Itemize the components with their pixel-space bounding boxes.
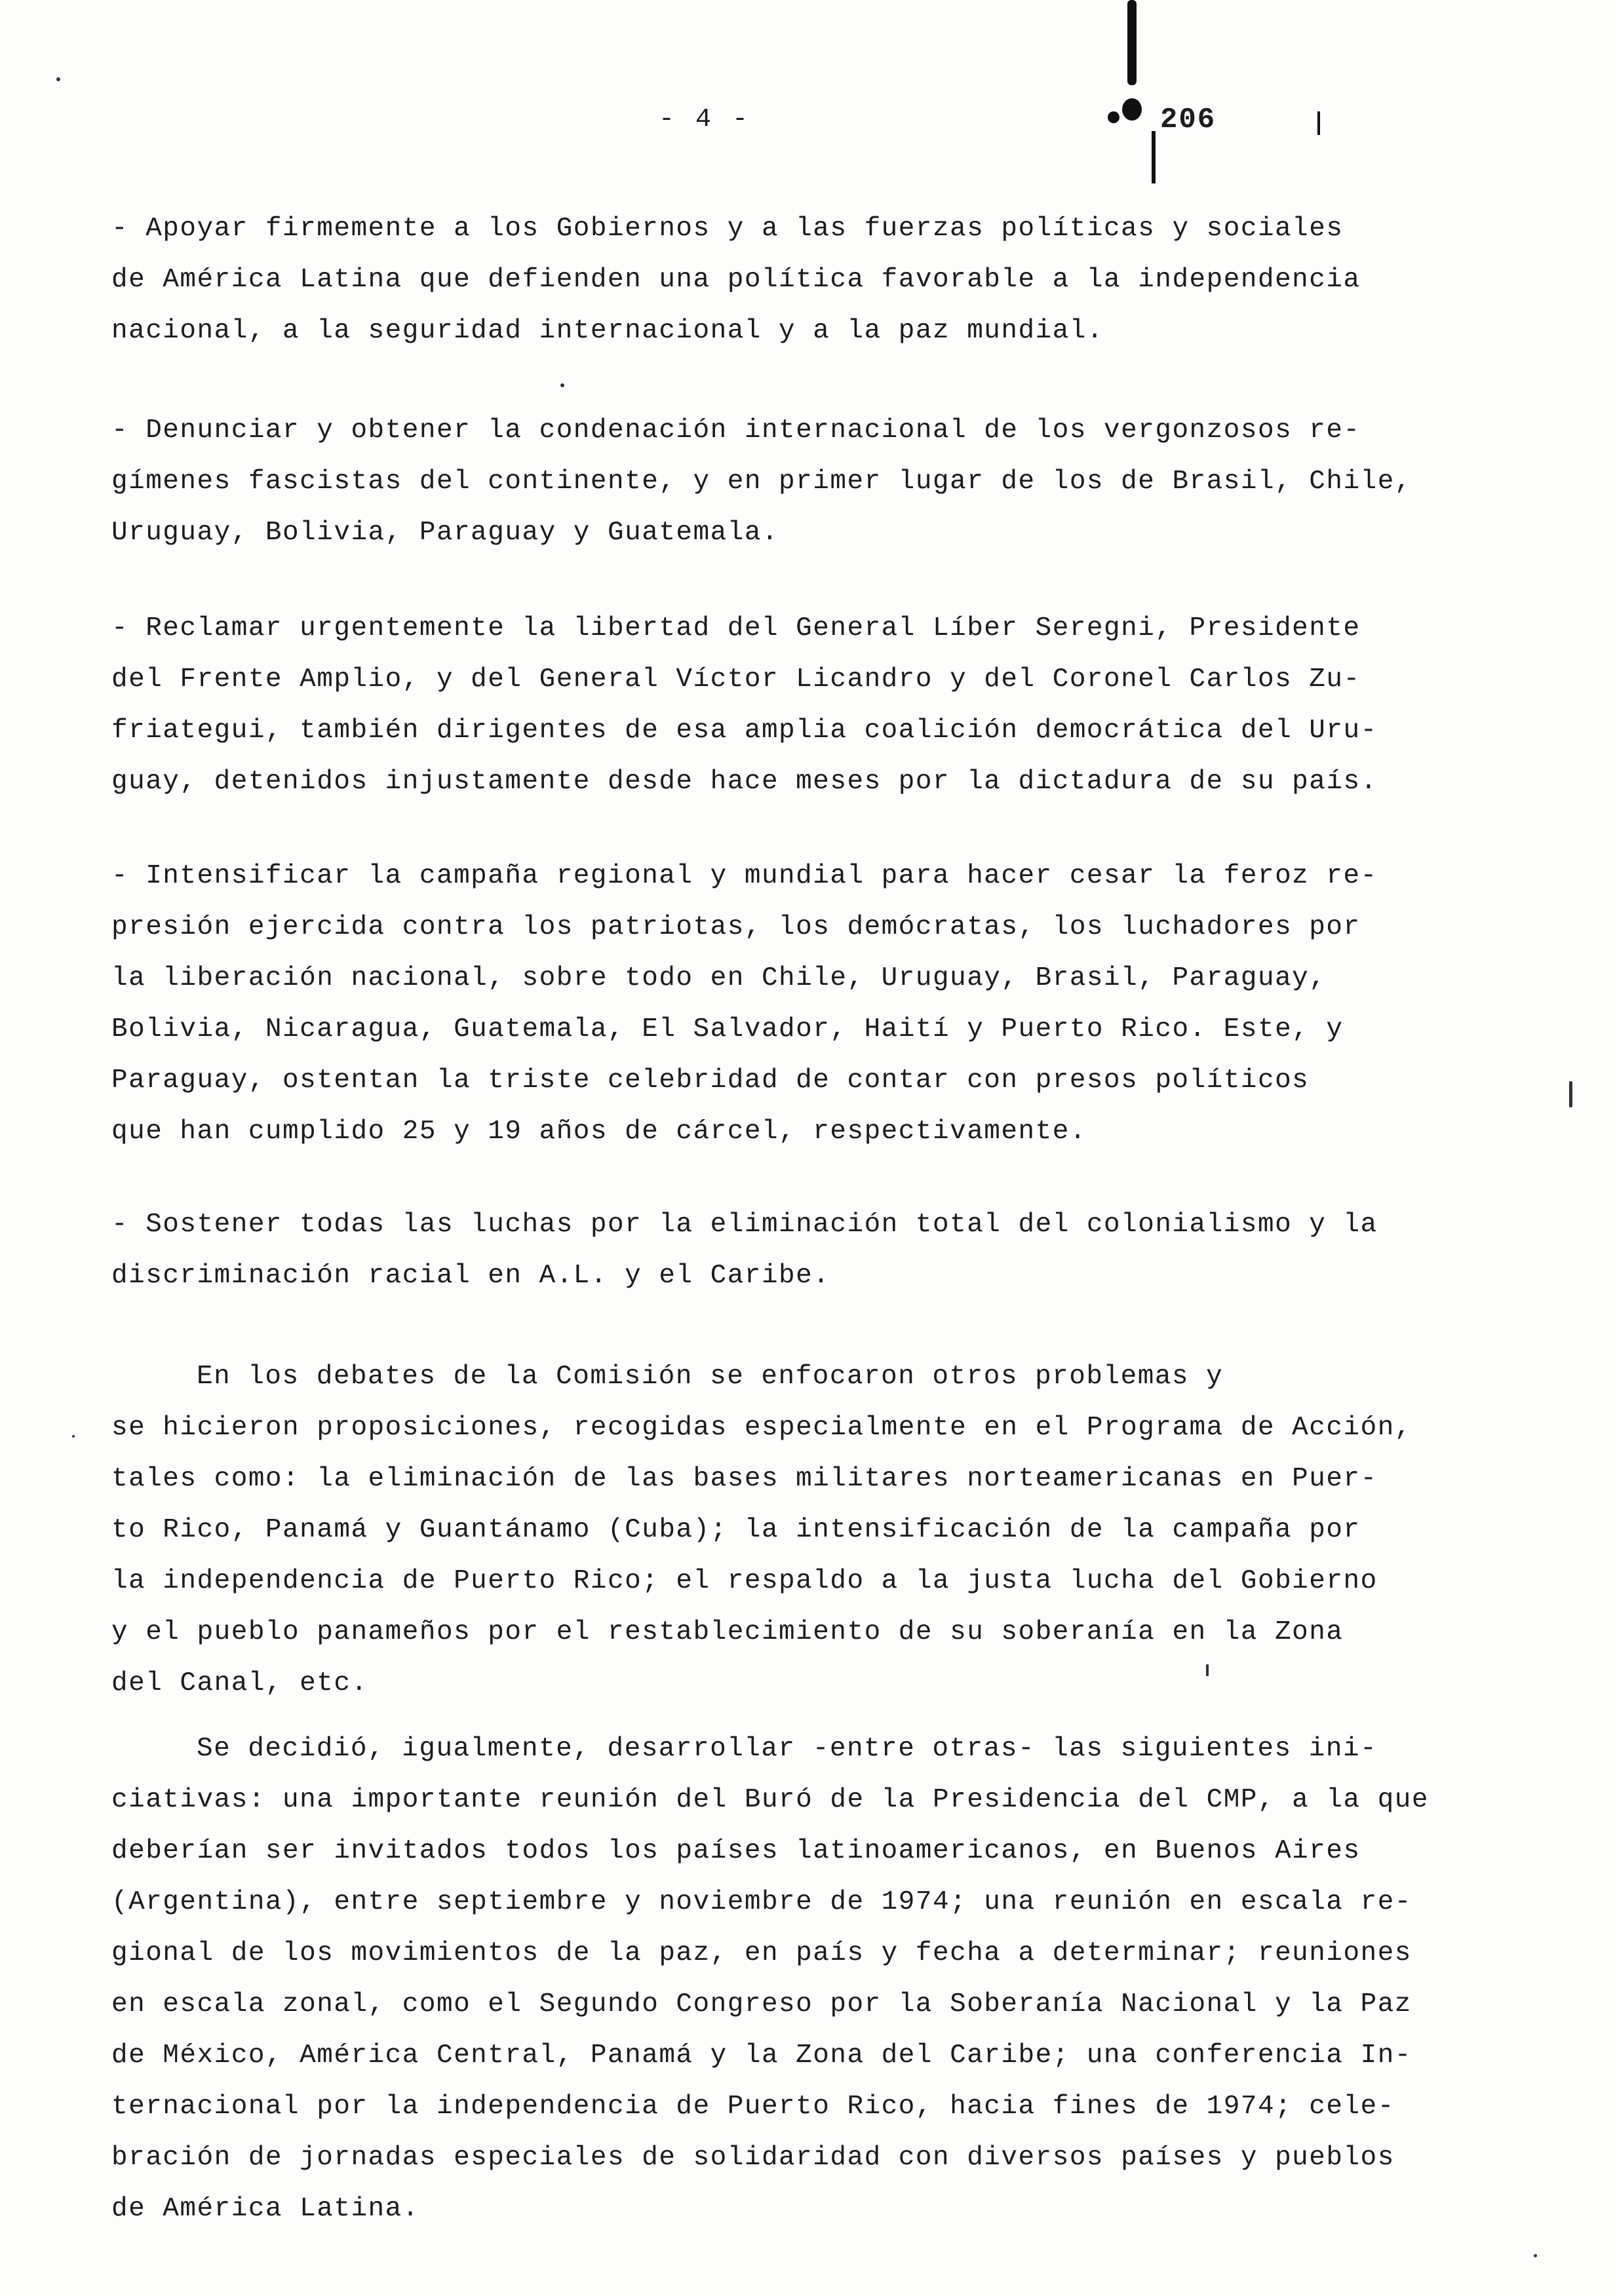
scan-speck [1534, 2254, 1537, 2257]
scan-speck [56, 77, 60, 81]
text-line: - Denunciar y obtener la condenación internacional de los vergonzosos re- [111, 415, 1361, 446]
text-line: que han cumplido 25 y 19 años de cárcel, respectivamente. [111, 1117, 1087, 1147]
archive-number: 206 [1160, 104, 1216, 136]
paragraph-3 [111, 603, 1422, 807]
ink-blot [1317, 111, 1320, 135]
text-line: de América Latina que defienden una política favorable a la independencia [111, 265, 1361, 295]
text-line: discriminación racial en A.L. y el Caribe. [111, 1261, 830, 1291]
text-line: - Reclamar urgentemente la libertad del General Líber Seregni, Presidente [111, 613, 1361, 643]
scan-speck [1569, 1081, 1572, 1107]
paragraph-2 [111, 405, 1422, 558]
text-line: gímenes fascistas del continente, y en primer lugar de los de Brasil, Chile, [111, 467, 1412, 497]
text-line: del Frente Amplio, y del General Víctor Licandro y del Coronel Carlos Zu- [111, 664, 1361, 695]
text-line: - Sostener todas las luchas por la eliminación total del colonialismo y la [111, 1210, 1378, 1240]
text-line: - Apoyar firmemente a los Gobiernos y a las fuerzas políticas y sociales [111, 214, 1344, 244]
text-line: En los debates de la Comisión se enfocaron otros problemas y [197, 1362, 1224, 1392]
text-line: bración de jornadas especiales de solidaridad con diversos países y pueblos [111, 2143, 1395, 2173]
ink-blot [1122, 98, 1142, 121]
text-line: Se decidió, igualmente, desarrollar -entre otras- las siguientes ini- [197, 1734, 1378, 1764]
text-line: en escala zonal, como el Segundo Congreso por la Soberanía Nacional y la Paz [111, 1989, 1412, 2019]
ink-blot [1152, 131, 1156, 183]
text-line: se hicieron proposiciones, recogidas especialmente en el Programa de Acción, [111, 1413, 1412, 1443]
text-line: Bolivia, Nicaragua, Guatemala, El Salvador, Haití y Puerto Rico. Este, y [111, 1014, 1344, 1044]
text-line: nacional, a la seguridad internacional y a la paz mundial. [111, 316, 1104, 346]
text-line: tales como: la eliminación de las bases militares norteamericanas en Puer- [111, 1464, 1378, 1494]
page-number: - 4 - [659, 105, 751, 134]
text-line: ciativas: una importante reunión del Buró de la Presidencia del CMP, a la que [111, 1785, 1430, 1815]
scan-speck [560, 383, 564, 387]
text-line: - Intensificar la campaña regional y mundial para hacer cesar la feroz re- [111, 861, 1378, 891]
ink-blot [1108, 111, 1119, 123]
paragraph-1 [111, 203, 1422, 356]
paragraph-7 [111, 1723, 1430, 2234]
scan-speck [72, 1435, 75, 1438]
text-line: la independencia de Puerto Rico; el respaldo a la justa lucha del Gobierno [111, 1566, 1378, 1596]
paragraph-6 [111, 1351, 1422, 1709]
text-line: (Argentina), entre septiembre y noviembre de 1974; una reunión en escala re- [111, 1887, 1412, 1917]
text-line: Paraguay, ostentan la triste celebridad de contar con presos políticos [111, 1065, 1310, 1096]
text-line: del Canal, etc. [111, 1668, 368, 1698]
text-line: friategui, también dirigentes de esa amplia coalición democrática del Uru- [111, 716, 1378, 746]
text-line: y el pueblo panameños por el restablecimiento de su soberanía en la Zona [111, 1617, 1344, 1647]
text-line: to Rico, Panamá y Guantánamo (Cuba); la intensificación de la campaña por [111, 1515, 1361, 1545]
paragraph-4 [111, 851, 1422, 1157]
text-line: Uruguay, Bolivia, Paraguay y Guatemala. [111, 518, 779, 548]
text-line: guay, detenidos injustamente desde hace meses por la dictadura de su país. [111, 767, 1378, 797]
text-line: ternacional por la independencia de Puerto Rico, hacia fines de 1974; cele- [111, 2092, 1395, 2122]
text-line: deberían ser invitados todos los países latinoamericanos, en Buenos Aires [111, 1836, 1361, 1866]
text-line: presión ejercida contra los patriotas, los demócratas, los luchadores por [111, 912, 1361, 942]
ink-blot [1127, 0, 1137, 85]
text-line: la liberación nacional, sobre todo en Chile, Uruguay, Brasil, Paraguay, [111, 963, 1327, 993]
text-line: de México, América Central, Panamá y la Zona del Caribe; una conferencia In- [111, 2040, 1412, 2071]
text-line: gional de los movimientos de la paz, en país y fecha a determinar; reuniones [111, 1938, 1412, 1968]
text-line: de América Latina. [111, 2194, 419, 2224]
scan-speck [1206, 1664, 1209, 1676]
paragraph-5 [111, 1199, 1422, 1301]
